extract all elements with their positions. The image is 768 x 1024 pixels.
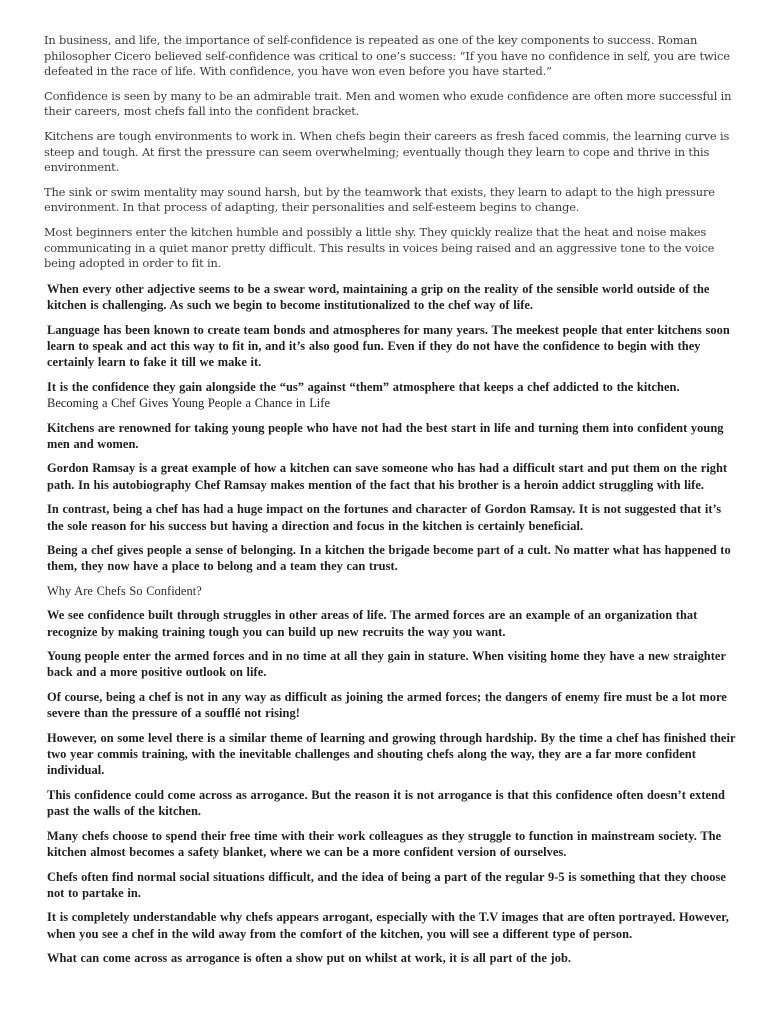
intro-section	[44, 33, 738, 272]
body-paragraph: This confidence could come across as arrogance. But the reason it is not arrogance is that this confidence often doesn’t extend past the walls of the kitchen.	[47, 787, 725, 819]
body-paragraph: Of course, being a chef is not in any way as difficult as joining the armed forces; the dangers of enemy fire must be a lot more severe than the pressure of a soufflé not rising!	[47, 689, 727, 721]
body-paragraph-with-subheading	[47, 379, 738, 412]
body-paragraph: What can come across as arrogance is often a show put on whilst at work, it is all part of the job.	[47, 951, 572, 966]
body-paragraph: Kitchens are renowned for taking young people who have not had the best start in life and turning them into confident young men and women.	[47, 420, 724, 451]
body-paragraph: It is completely understandable why chefs appears arrogant, especially with the T.V images that are often portrayed. However, when you see a chef in the wild away from the comfort of the kitchen, you will see a different type of person.	[47, 910, 729, 941]
section-subheading: Why Are Chefs So Confident?	[47, 583, 202, 598]
body-paragraph: Young people enter the armed forces and in no time at all they gain in stature. When visiting home they have a new straighter back and a more positive outlook on life.	[47, 649, 726, 680]
intro-paragraph: The sink or swim mentality may sound harsh, but by the teamwork that exists, they learn to adapt to the high pressure environment. In that process of adapting, their personalities and self-esteem begins to change.	[44, 184, 715, 215]
body-section	[44, 281, 738, 967]
intro-paragraph: Kitchens are tough environments to work in. When chefs begin their careers as fresh faced commis, the learning curve is steep and tough. At first the pressure can seem overwhelming; eventually though they learn to cope and thrive in this environment.	[44, 128, 730, 175]
body-paragraph: We see confidence built through struggles in other areas of life. The armed forces are an example of an organization that recognize by making training tough you can build up new recruits the way you want.	[47, 608, 698, 639]
intro-paragraph: Confidence is seen by many to be an admirable trait. Men and women who exude confidence are often more successful in their careers, most chefs fall into the confident bracket.	[44, 88, 732, 119]
body-paragraph: In contrast, being a chef has had a huge impact on the fortunes and character of Gordon Ramsay. It is not suggested that it’s the sole reason for his success but having a direction and focus in the kitchen is certainly beneficial.	[47, 502, 722, 533]
body-paragraph: Gordon Ramsay is a great example of how a kitchen can save someone who has had a difficult start and put them on the right path. In his autobiography Chef Ramsay makes mention of the fact that his brother is a heroin addict struggling with life.	[47, 461, 728, 492]
intro-paragraph: Most beginners enter the kitchen humble and possibly a little shy. They quickly realize that the heat and noise makes communicating in a quiet manor pretty difficult. This results in voices being raised and an aggressive tone to the voice being adopted in order to fit in.	[44, 224, 715, 271]
body-paragraph-text: It is the confidence they gain alongside the “us” against “them” atmosphere that keeps a chef addicted to the kitchen.	[47, 379, 680, 394]
body-paragraph: Being a chef gives people a sense of belonging. In a kitchen the brigade become part of a cult. No matter what has happened to them, they now have a place to belong and a team they can trust.	[47, 543, 731, 574]
body-paragraph: Many chefs choose to spend their free time with their work colleagues as they struggle to function in mainstream society. The kitchen almost becomes a safety blanket, where we can be a more confident version of ourselves.	[47, 828, 722, 860]
body-paragraph: When every other adjective seems to be a swear word, maintaining a grip on the reality of the sensible world outside of the kitchen is challenging. As such we begin to become institutionalized to the chef way of life.	[47, 281, 710, 313]
intro-paragraph: In business, and life, the importance of self-confidence is repeated as one of the key components to success. Roman philosopher Cicero believed self-confidence was critical to one’s success: “If you have no confidence in self, you are twice defeated in the race of life. With confidence, you have won even before you have started.”	[44, 33, 730, 79]
body-paragraph: Chefs often find normal social situations difficult, and the idea of being a part of the regular 9-5 is something that they choose not to partake in.	[47, 869, 726, 900]
body-paragraph: Language has been known to create team bonds and atmospheres for many years. The meekest people that enter kitchens soon learn to speak and act this way to fit in, and it’s also good fun. Even if they do not have the confidence to begin with they certainly learn to fake it till we make it.	[47, 322, 730, 370]
body-paragraph: However, on some level there is a similar theme of learning and growing through hardship. By the time a chef has finished their two year commis training, with the inevitable challenges and shouting chefs along the way, they are a far more confident individual.	[47, 730, 736, 778]
section-subheading: Becoming a Chef Gives Young People a Chance in Life	[47, 396, 331, 411]
